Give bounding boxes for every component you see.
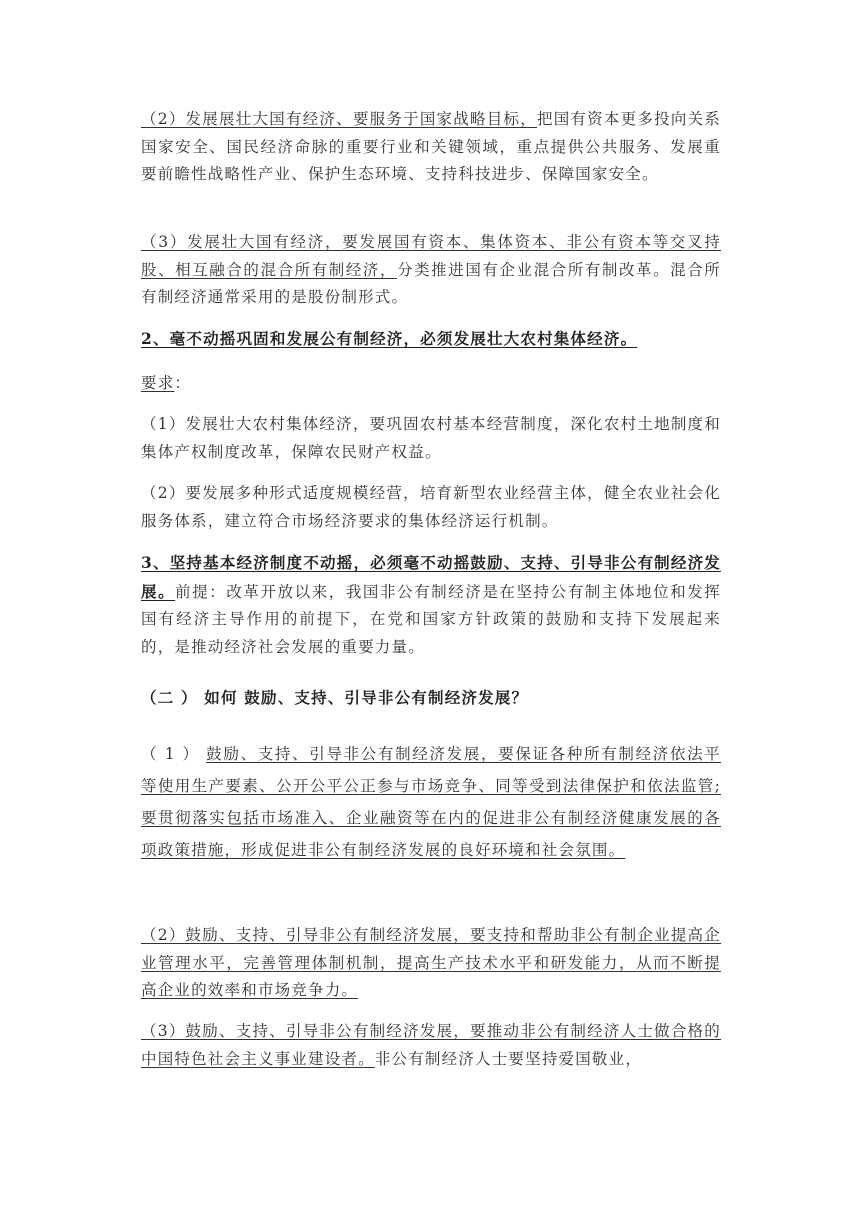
underlined-text: （2）鼓励、支持、引导非公有制经济发展，要支持和帮助非公有制企业提高企业管理水平，完善管理体制机制，提高生产技术水平和研发能力，从而不断提高企业的效率和市场竞争力。 [141, 926, 721, 999]
requirements-word: 要求 [141, 374, 175, 392]
underlined-text: 鼓励、支持、引导非公有制经济发展，要保证各种所有制经济依法平等使用生产要素、公开公平公正参与市场竞争、同等受到法律保护和依法监管;要贯彻落实包括市场准入、企业融资等在内的促进非公有制经济健康发展的各项政策措施，形成促进非公有制经济发展的良好环境和社会氛围。 [141, 745, 721, 859]
heading-text: 2、毫不动摇巩固和发展公有制经济，必须发展壮大农村集体经济。 [141, 329, 638, 348]
paragraph-rural-1: （1）发展壮大农村集体经济，要巩固农村基本经营制度，深化农村土地制度和集体产权制度改革，保障农民财产权益。 [141, 415, 721, 461]
colon: ： [174, 374, 192, 392]
requirements-label [141, 370, 721, 398]
paragraph-non-public-3 [141, 549, 721, 661]
underlined-text: （3）发展壮大国有经济，要发展国有资本、集体资本、非公有资本等交叉持股、相互融合的混合所有制经济， [141, 233, 721, 279]
paragraph-rural-2: （2）要发展多种形式适度规模经营，培育新型农业经营主体，健全农业社会化服务体系，建立符合市场经济要求的集体经济运行机制。 [141, 484, 721, 530]
body-text: 非公有制经济人士要坚持爱国敬业， [374, 1049, 643, 1068]
underlined-text: （3）鼓励、支持、引导非公有制经济发展，要推动非公有制经济人士做合格的中国特色社会主义事业建设者。 [141, 1022, 721, 1068]
paragraph-encourage-1 [141, 738, 721, 866]
paragraph-encourage-3 [141, 1018, 721, 1073]
paragraph-state-economy-3 [141, 229, 721, 312]
underlined-text: （2）发展展壮大国有经济、要服务于国家战略目标， [141, 110, 537, 128]
heading-collective-economy [141, 325, 721, 353]
paragraph-encourage-2 [141, 922, 721, 1005]
body-text: 前提：改革开放以来，我国非公有制经济是在坚持公有制主体地位和发挥国有经济主导作用的前提下，在党和国家方针政策的鼓励和支持下发展起来的，是推动经济社会发展的重要力量。 [141, 582, 721, 656]
item-number: （ 1 ） [141, 745, 207, 763]
body-text: 把国有资本更多投向关系国家安全、国民经济命脉的重要行业和关键领域，重点提供公共服务、发展重要前瞻性战略性产业、保护生态环境、支持科技进步、保障国家安全。 [141, 110, 722, 183]
section-heading-how: （二 ） 如何 鼓励、支持、引导非公有制经济发展？ [141, 688, 529, 707]
paragraph-state-economy-2 [141, 106, 721, 189]
heading-text: 3、坚持基本经济制度不动摇，必须毫不动摇鼓励、支持、引导非公有制经济发展。 [141, 553, 721, 601]
body-text: 分类推进国有企业混合所有制改革。混合所有制经济通常采用的是股份制形式。 [141, 260, 721, 306]
